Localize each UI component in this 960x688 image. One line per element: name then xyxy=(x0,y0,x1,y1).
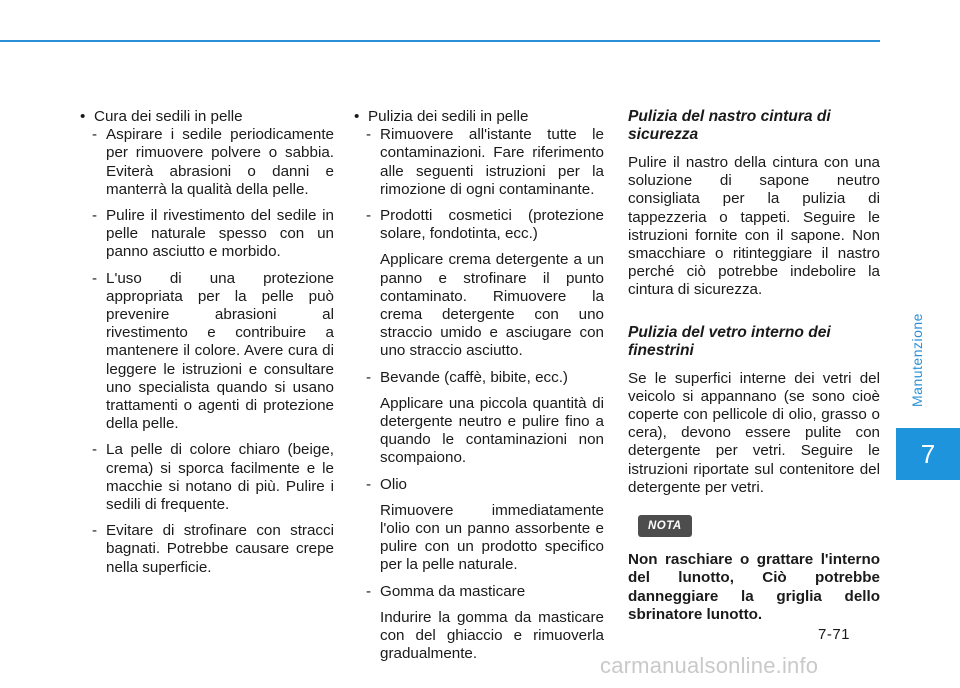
list-item-detail: Rimuovere immediatamente l'olio con un panno assorbente e pulire con un prodotto specifico per la pelle naturale. xyxy=(380,501,604,574)
bullet-heading: • Pulizia dei sedili in pelle xyxy=(354,108,604,126)
list-item-detail: Applicare crema detergente a un panno e strofinare il punto contaminato. Rimuovere la crema detergente con uno straccio umido e asciugare con uno straccio asciutto. xyxy=(380,251,604,360)
nota-badge: NOTA xyxy=(638,515,692,537)
section-heading-glass: Pulizia del vetro interno dei finestrini xyxy=(628,323,831,359)
column-belt-glass xyxy=(628,108,880,624)
list-item: - Bevande (caffè, bibite, ecc.) xyxy=(366,368,568,386)
note-text: Non raschiare o grattare l'interno del lunotto, Ciò potrebbe danneggiare la griglia dello sbrinatore lunotto. xyxy=(628,551,880,623)
paragraph-belt: Pulire il nastro della cintura con una soluzione di sapone neutro consigliata per la pulizia di tappezzeria o tappeti. Seguire le istruzioni fornite con il sapone. Non smacchiare o ritinteggiare il nastro perché ciò potrebbe indebolire la cintura di sicurezza. xyxy=(628,154,880,299)
section-side-label: Manutenzione xyxy=(909,313,925,407)
chapter-number-box: 7 xyxy=(896,428,960,480)
column-leather-care xyxy=(80,108,334,577)
page-number: 7-71 xyxy=(818,626,851,643)
column-leather-cleaning xyxy=(354,108,604,663)
list-item-detail: Indurire la gomma da masticare con del ghiaccio e rimuoverla gradualmente. xyxy=(380,608,604,663)
list-item: - La pelle di colore chiaro (beige, crema) si sporca facilmente e le macchie si notano di più. Pulire i sedili di frequente. xyxy=(92,441,334,514)
list-item: - Pulire il rivestimento del sedile in pelle naturale spesso con un panno asciutto e morbido. xyxy=(92,207,334,261)
list-item: - Evitare di strofinare con stracci bagnati. Potrebbe causare crepe nella superficie. xyxy=(92,522,334,576)
header-rule xyxy=(0,40,880,42)
bullet-heading: • Cura dei sedili in pelle xyxy=(80,108,334,126)
list-item: - Rimuovere all'istante tutte le contaminazioni. Fare riferimento alle seguenti istruzioni per la rimozione di ogni contaminante. xyxy=(366,126,604,198)
list-item: - Prodotti cosmetici (protezione solare, fondotinta, ecc.) xyxy=(366,207,604,243)
list-item: - L'uso di una protezione appropriata per la pelle può prevenire abrasioni al rivestimento e contribuire a mantenere il colore. Avere cura di leggere le istruzioni e consultare uno specialista quando si usano trattamenti o agenti di protezione della pelle. xyxy=(92,269,334,433)
section-heading-belt: Pulizia del nastro cintura di sicurezza xyxy=(628,108,831,143)
list-item: - Gomma da masticare xyxy=(366,582,526,600)
list-item: - Olio xyxy=(366,475,408,493)
watermark: carmanualsonline.info xyxy=(600,653,819,678)
list-item: - Aspirare i sedile periodicamente per rimuovere polvere o sabbia. Eviterà abrasioni o danni e manterrà la qualità della pelle. xyxy=(92,126,334,198)
paragraph-glass: Se le superfici interne dei vetri del veicolo si appannano (se sono cioè coperte con pellicole di olio, grasso o cera), devono essere pulite con detergente per vetri. Seguire le istruzioni riportate sul contenitore del detergente per vetri. xyxy=(628,369,880,496)
list-item-detail: Applicare una piccola quantità di detergente neutro e pulire fino a quando le contaminazioni non scompaiono. xyxy=(380,394,604,467)
